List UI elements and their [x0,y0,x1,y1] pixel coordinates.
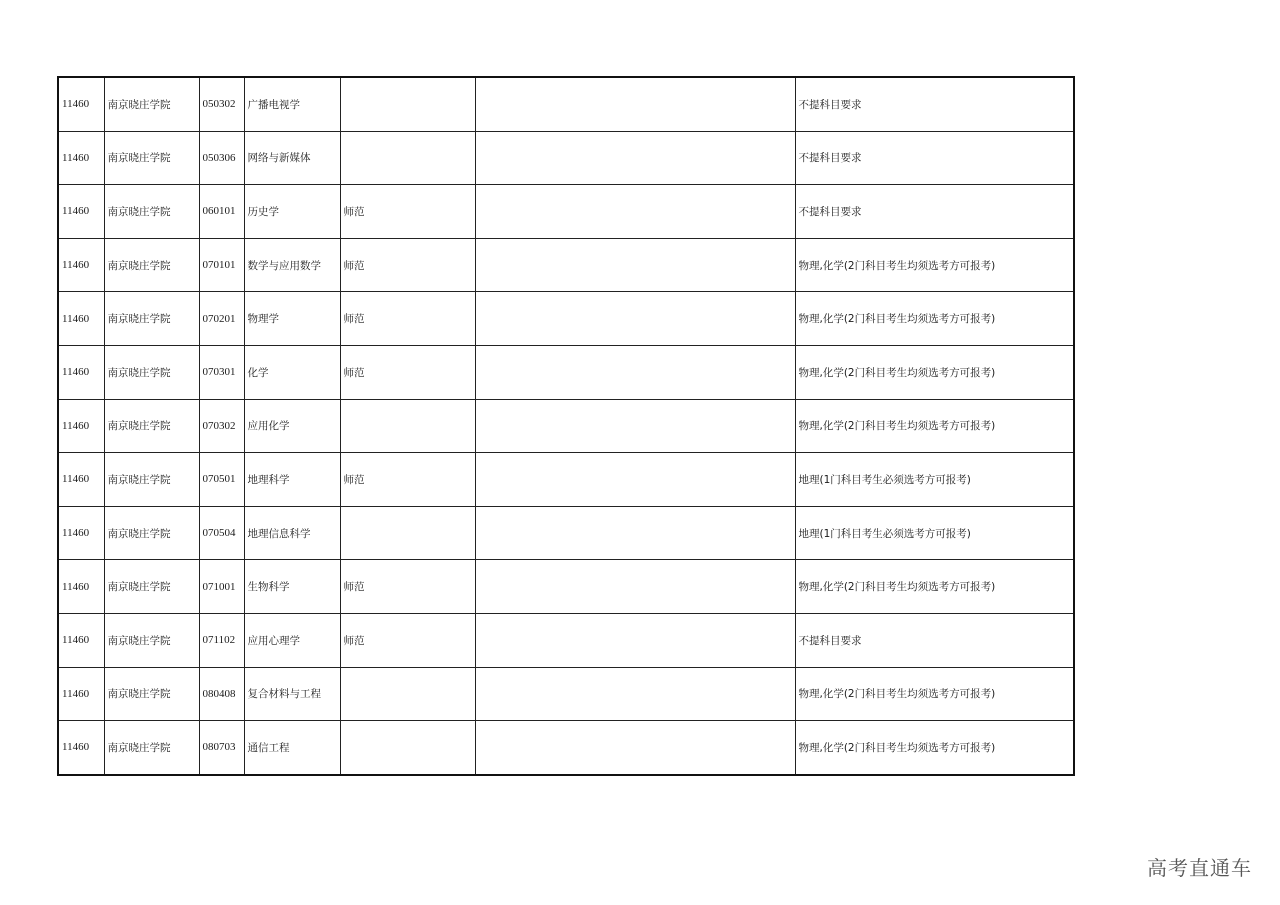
major-code-cell: 050302 [199,77,244,131]
watermark-text: 高考直通车 [1147,856,1252,880]
subject-requirement-cell: 不提科目要求 [795,613,1074,667]
admission-table [57,76,1075,776]
major-name-cell: 广播电视学 [244,77,340,131]
school-code-cell: 11460 [58,506,104,560]
major-name-cell: 数学与应用数学 [244,238,340,292]
note-cell [475,560,795,614]
subject-requirement-cell: 地理(1门科目考生必须选考方可报考) [795,453,1074,507]
school-code-cell: 11460 [58,399,104,453]
table-row [58,560,1074,614]
major-name-cell: 应用心理学 [244,613,340,667]
school-code-cell: 11460 [58,292,104,346]
table-row [58,506,1074,560]
major-code-cell: 050306 [199,131,244,185]
table-row [58,667,1074,721]
major-name-cell: 地理信息科学 [244,506,340,560]
major-code-cell: 071001 [199,560,244,614]
subject-requirement-cell: 地理(1门科目考生必须选考方可报考) [795,506,1074,560]
school-code-cell: 11460 [58,345,104,399]
subject-requirement-cell: 物理,化学(2门科目考生均须选考方可报考) [795,560,1074,614]
major-code-cell: 070302 [199,399,244,453]
major-type-cell [340,77,475,131]
school-code-cell: 11460 [58,453,104,507]
major-code-cell: 070201 [199,292,244,346]
table-row [58,613,1074,667]
table-body [58,77,1074,775]
school-name-cell: 南京晓庄学院 [104,238,199,292]
table-row [58,292,1074,346]
note-cell [475,399,795,453]
school-name-cell: 南京晓庄学院 [104,560,199,614]
school-code-cell: 11460 [58,131,104,185]
subject-requirement-cell: 物理,化学(2门科目考生均须选考方可报考) [795,345,1074,399]
major-name-cell: 应用化学 [244,399,340,453]
school-name-cell: 南京晓庄学院 [104,292,199,346]
major-type-cell [340,506,475,560]
school-name-cell: 南京晓庄学院 [104,667,199,721]
major-name-cell: 化学 [244,345,340,399]
note-cell [475,506,795,560]
major-name-cell: 网络与新媒体 [244,131,340,185]
school-code-cell: 11460 [58,560,104,614]
subject-requirement-cell: 不提科目要求 [795,185,1074,239]
subject-requirement-cell: 物理,化学(2门科目考生均须选考方可报考) [795,667,1074,721]
school-name-cell: 南京晓庄学院 [104,345,199,399]
major-code-cell: 070301 [199,345,244,399]
school-name-cell: 南京晓庄学院 [104,506,199,560]
table-row [58,185,1074,239]
major-name-cell: 生物科学 [244,560,340,614]
table-row [58,77,1074,131]
school-name-cell: 南京晓庄学院 [104,613,199,667]
school-code-cell: 11460 [58,185,104,239]
table-row [58,131,1074,185]
school-name-cell: 南京晓庄学院 [104,77,199,131]
major-code-cell: 071102 [199,613,244,667]
note-cell [475,345,795,399]
subject-requirement-cell: 物理,化学(2门科目考生均须选考方可报考) [795,399,1074,453]
major-code-cell: 060101 [199,185,244,239]
note-cell [475,453,795,507]
table-row [58,721,1074,775]
major-name-cell: 物理学 [244,292,340,346]
major-name-cell: 地理科学 [244,453,340,507]
major-type-cell [340,399,475,453]
major-type-cell: 师范 [340,238,475,292]
school-name-cell: 南京晓庄学院 [104,131,199,185]
school-code-cell: 11460 [58,667,104,721]
subject-requirement-cell: 物理,化学(2门科目考生均须选考方可报考) [795,292,1074,346]
school-code-cell: 11460 [58,613,104,667]
note-cell [475,185,795,239]
table-row [58,238,1074,292]
major-type-cell: 师范 [340,292,475,346]
school-name-cell: 南京晓庄学院 [104,453,199,507]
subject-requirement-cell: 不提科目要求 [795,77,1074,131]
table-row [58,399,1074,453]
note-cell [475,721,795,775]
major-type-cell: 师范 [340,345,475,399]
major-code-cell: 070101 [199,238,244,292]
major-name-cell: 通信工程 [244,721,340,775]
school-code-cell: 11460 [58,77,104,131]
major-code-cell: 080408 [199,667,244,721]
major-type-cell: 师范 [340,185,475,239]
subject-requirement-cell: 物理,化学(2门科目考生均须选考方可报考) [795,721,1074,775]
table-row [58,345,1074,399]
note-cell [475,667,795,721]
note-cell [475,292,795,346]
major-type-cell [340,667,475,721]
major-code-cell: 080703 [199,721,244,775]
major-name-cell: 复合材料与工程 [244,667,340,721]
note-cell [475,77,795,131]
table-row [58,453,1074,507]
major-code-cell: 070504 [199,506,244,560]
subject-requirement-cell: 物理,化学(2门科目考生均须选考方可报考) [795,238,1074,292]
school-name-cell: 南京晓庄学院 [104,721,199,775]
major-name-cell: 历史学 [244,185,340,239]
major-type-cell: 师范 [340,560,475,614]
major-type-cell: 师范 [340,613,475,667]
note-cell [475,131,795,185]
school-name-cell: 南京晓庄学院 [104,185,199,239]
major-type-cell: 师范 [340,453,475,507]
school-code-cell: 11460 [58,238,104,292]
note-cell [475,613,795,667]
major-type-cell [340,721,475,775]
subject-requirement-cell: 不提科目要求 [795,131,1074,185]
major-code-cell: 070501 [199,453,244,507]
school-code-cell: 11460 [58,721,104,775]
note-cell [475,238,795,292]
school-name-cell: 南京晓庄学院 [104,399,199,453]
major-type-cell [340,131,475,185]
